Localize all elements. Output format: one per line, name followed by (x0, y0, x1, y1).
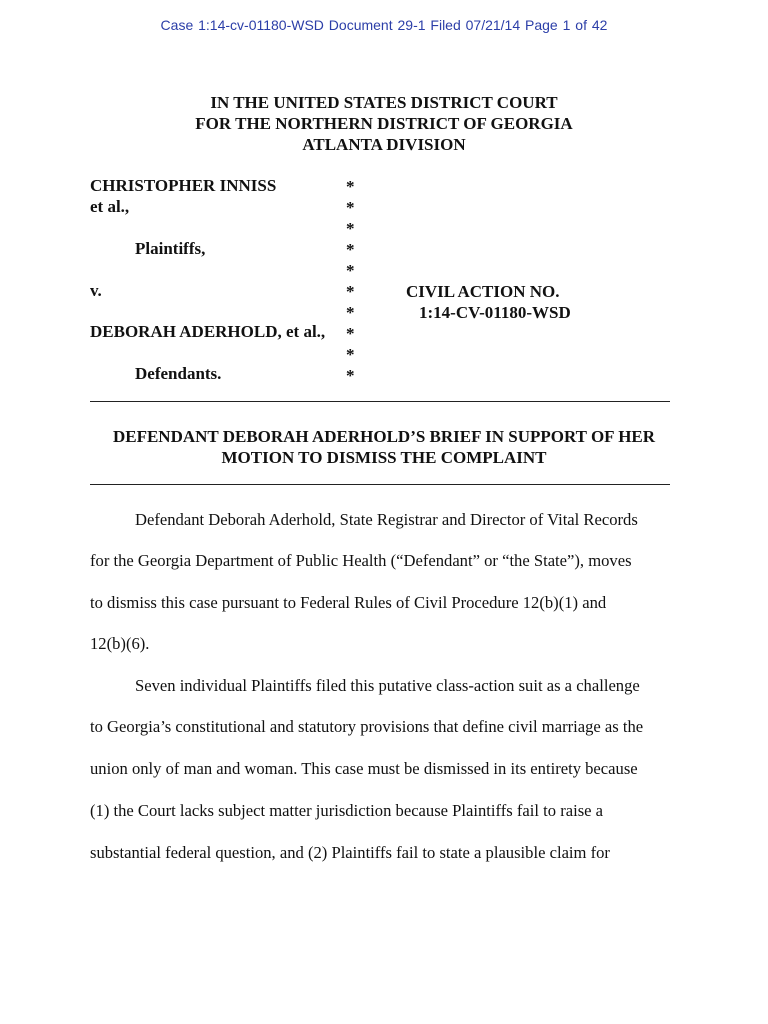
defendants-label: Defendants. (135, 364, 222, 383)
caption-star: * (346, 177, 355, 196)
caption-star: * (346, 303, 355, 322)
versus: v. (90, 281, 102, 300)
brief-title-line-1: DEFENDANT DEBORAH ADERHOLD’S BRIEF IN SUPPORT OF HER (112, 427, 656, 446)
plaintiffs-label: Plaintiffs, (135, 239, 206, 258)
brief-title-line-2: MOTION TO DISMISS THE COMPLAINT (221, 448, 547, 467)
caption-star: * (346, 198, 355, 217)
caption-star: * (346, 345, 355, 364)
caption-star: * (346, 282, 355, 301)
body-line: 12(b)(6). (90, 634, 150, 653)
caption-star: * (346, 324, 355, 343)
plaintiff-etal: et al., (90, 197, 130, 216)
plaintiff-name: CHRISTOPHER INNISS (90, 176, 277, 195)
body-line: Seven individual Plaintiffs filed this putative class-action suit as a challenge (135, 676, 640, 695)
body-line: Defendant Deborah Aderhold, State Registrar and Director of Vital Records (135, 510, 638, 529)
court-name-line-2: FOR THE NORTHERN DISTRICT OF GEORGIA (195, 114, 573, 133)
body-line: substantial federal question, and (2) Plaintiffs fail to state a plausible claim for (90, 843, 610, 862)
caption-star: * (346, 366, 355, 385)
caption-divider (90, 401, 670, 402)
court-division: ATLANTA DIVISION (302, 135, 466, 154)
defendant-name: DEBORAH ADERHOLD, et al., (90, 322, 326, 341)
title-divider (90, 484, 670, 485)
filing-stamp: Case 1:14-cv-01180-WSD Document 29-1 Filed 07/21/14 Page 1 of 42 (160, 17, 608, 33)
body-line: to Georgia’s constitutional and statutory provisions that define civil marriage as the (90, 717, 644, 736)
civil-action-number: 1:14-CV-01180-WSD (419, 303, 571, 322)
body-line: (1) the Court lacks subject matter jurisdiction because Plaintiffs fail to raise a (90, 801, 604, 820)
caption-star: * (346, 261, 355, 280)
body-line: to dismiss this case pursuant to Federal Rules of Civil Procedure 12(b)(1) and (90, 593, 607, 612)
court-name-line-1: IN THE UNITED STATES DISTRICT COURT (210, 93, 558, 112)
caption-star: * (346, 219, 355, 238)
body-line: union only of man and woman. This case must be dismissed in its entirety because (90, 759, 638, 778)
caption-star: * (346, 240, 355, 259)
body-line: for the Georgia Department of Public Health (“Defendant” or “the State”), moves (90, 551, 632, 570)
civil-action-label: CIVIL ACTION NO. (406, 282, 560, 301)
